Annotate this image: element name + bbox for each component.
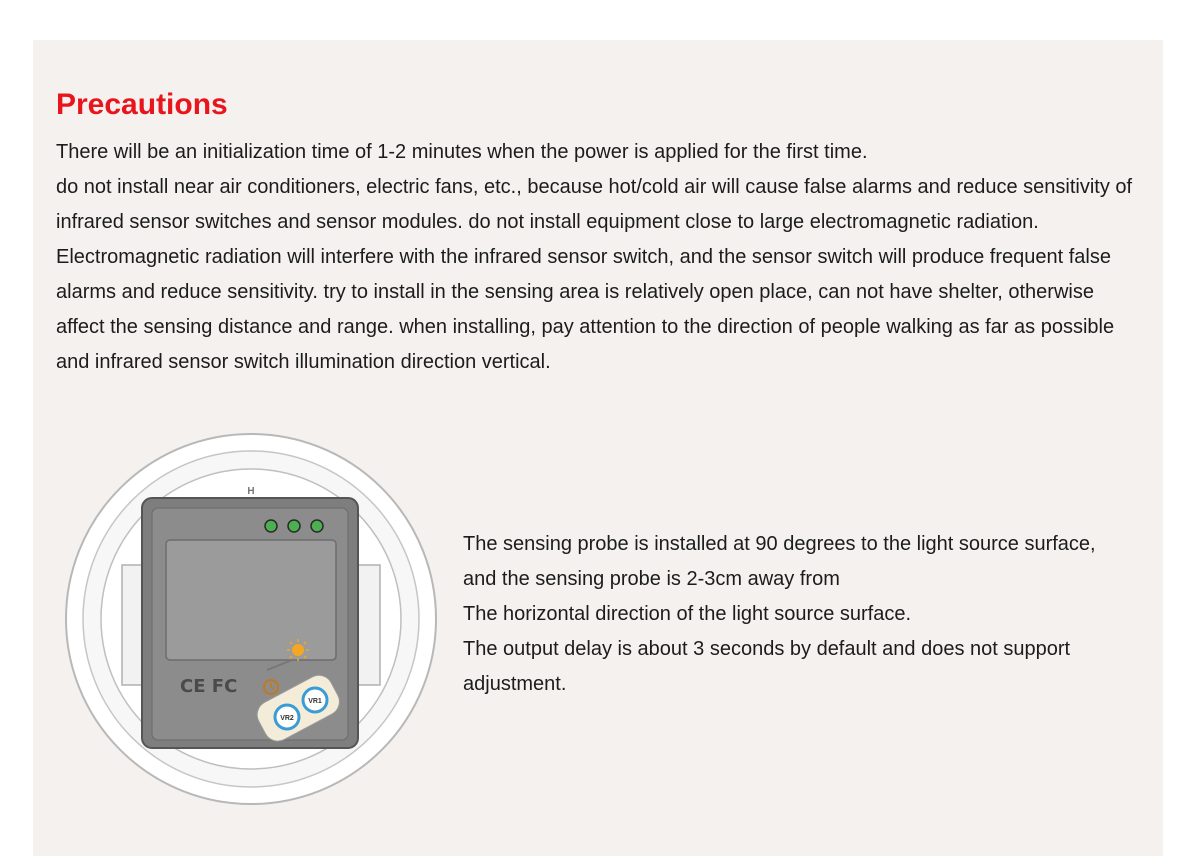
status-led	[265, 520, 277, 532]
installation-note: The sensing probe is installed at 90 degrees to the light source surface,	[463, 533, 1096, 555]
installation-note: and the sensing probe is 2-3cm away from	[463, 568, 840, 590]
sensor-window	[166, 540, 336, 660]
knob-vr1-label: VR1	[308, 698, 322, 705]
right-clip	[358, 565, 380, 685]
status-led	[288, 520, 300, 532]
top-mark: H	[247, 486, 255, 497]
sun-icon	[292, 644, 304, 656]
precaution-paragraph-initialization: There will be an initialization time of 1-2 minutes when the power is applied for the first time.	[56, 141, 868, 163]
sensor-module-illustration	[62, 430, 440, 808]
status-leds	[265, 520, 323, 532]
certification-marks: CE FC	[180, 676, 238, 697]
installation-note: The output delay is about 3 seconds by default and does not support adjustment.	[463, 638, 1071, 695]
installation-notes	[463, 527, 1163, 702]
precautions-heading: Precautions	[56, 88, 228, 121]
precaution-paragraph-installation: do not install near air conditioners, electric fans, etc., because hot/cold air will cause false alarms and reduce sensitivity of infrared sensor switches and sensor modules. do not install equipment close to large electromagnetic radiation. Electromagnetic radiation will interfere with the infrared sensor switch, and the sensor switch will produce frequent false alarms and reduce sensitivity. try to install in the sensing area is relatively open place, can not have shelter, otherwise affect the sensing distance and range. when installing, pay attention to the direction of people walking as far as possible and infrared sensor switch illumination direction vertical.	[56, 176, 1133, 373]
knob-vr2-label: VR2	[280, 715, 294, 722]
left-clip	[122, 565, 144, 685]
installation-note: The horizontal direction of the light source surface.	[463, 603, 912, 625]
status-led	[311, 520, 323, 532]
precautions-text	[56, 135, 1146, 380]
